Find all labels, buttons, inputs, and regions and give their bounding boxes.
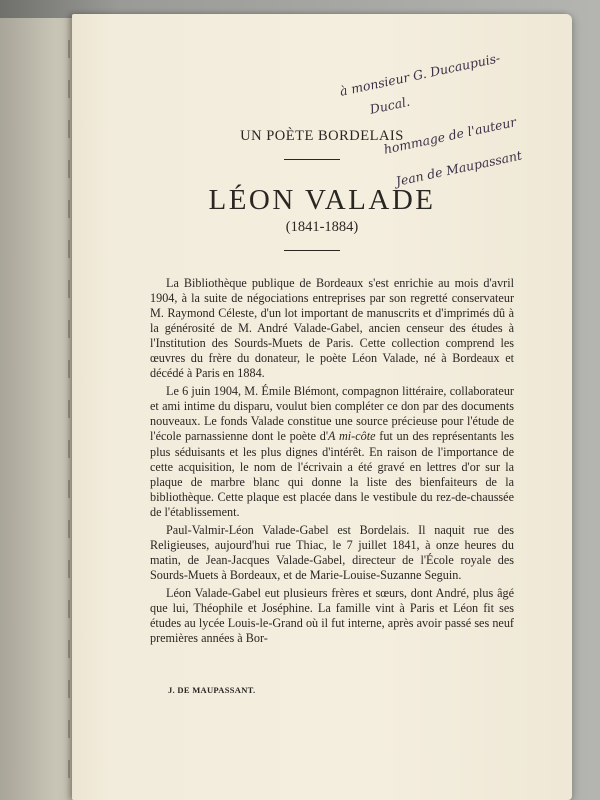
paragraph: La Bibliothèque publique de Bordeaux s'est enrichie au mois d'avril 1904, à la suite de négociations entreprises par son regretté conservateur M. Raymond Céleste, d'un lot important de manuscrits et d'imprimés dû à la générosité de M. André Valade-Gabel, ancien censeur des études à l'Institution des Sourds-Muets de Paris. Cette collection comprend les œuvres du frère du donateur, le poète Léon Valade, né à Bordeaux et décédé à Paris en 1884. [150, 276, 514, 381]
title-divider [284, 250, 340, 251]
handwritten-dedication-line: Ducal. [368, 93, 412, 117]
paragraph: Léon Valade-Gabel eut plusieurs frères et sœurs, dont André, plus âgé que lui, Théophile et Joséphine. La famille vint à Paris et Léon fit ses études au lycée Louis-le-Grand où il fut interne, après avoir passé ses neuf premières années à Bor- [150, 585, 514, 646]
document-page [72, 14, 572, 800]
document-dates: (1841-1884) [285, 219, 359, 235]
document-title: LÉON VALADE [208, 184, 436, 216]
handwritten-dedication-line: à monsieur G. Ducaupuis- [338, 50, 502, 99]
document-kicker: UN POÈTE BORDELAIS [240, 128, 404, 144]
paragraph [150, 384, 514, 519]
handwritten-signature: Jean de Maupassant [394, 147, 524, 189]
binding-stitch [68, 40, 70, 780]
signature-footer: J. DE MAUPASSANT. [168, 685, 256, 695]
body-text [150, 276, 514, 646]
paragraph: Paul-Valmir-Léon Valade-Gabel est Bordelais. Il naquit rue des Religieuses, aujourd'hui rue Thiac, le 7 juillet 1841, à onze heures du matin, de Jean-Jacques Valade-Gabel, directeur de l'École royale des Sourds-Muets à Bordeaux, et de Marie-Louise-Suzanne Seguin. [150, 522, 514, 582]
paragraph-text: Le 6 juin 1904, M. Émile Blémont, compagnon littéraire, collaborateur et ami intime du disparu, voulut bien compléter ce don par des documents nouveaux. Le fonds Valade constitue une source précieuse pour l'étude de l'école parnassienne dont le poète d' [150, 384, 514, 444]
paragraph-text: fut un des représentants les plus séduisants et les plus dignes d'intérêt. En raison de l'importance de cette acquisition, le nom de l'écrivain a été gravé en lettres d'or sur la plaque de marbre blanc qui donne la liste des bienfaiteurs de la bibliothèque. Cette plaque est placée dans le vestibule du rez-de-chaussée de l'établissement. [150, 429, 514, 519]
handwritten-dedication-line: hommage de l'auteur [382, 114, 518, 157]
title-divider [284, 159, 340, 160]
work-title: A mi-côte [328, 429, 376, 444]
